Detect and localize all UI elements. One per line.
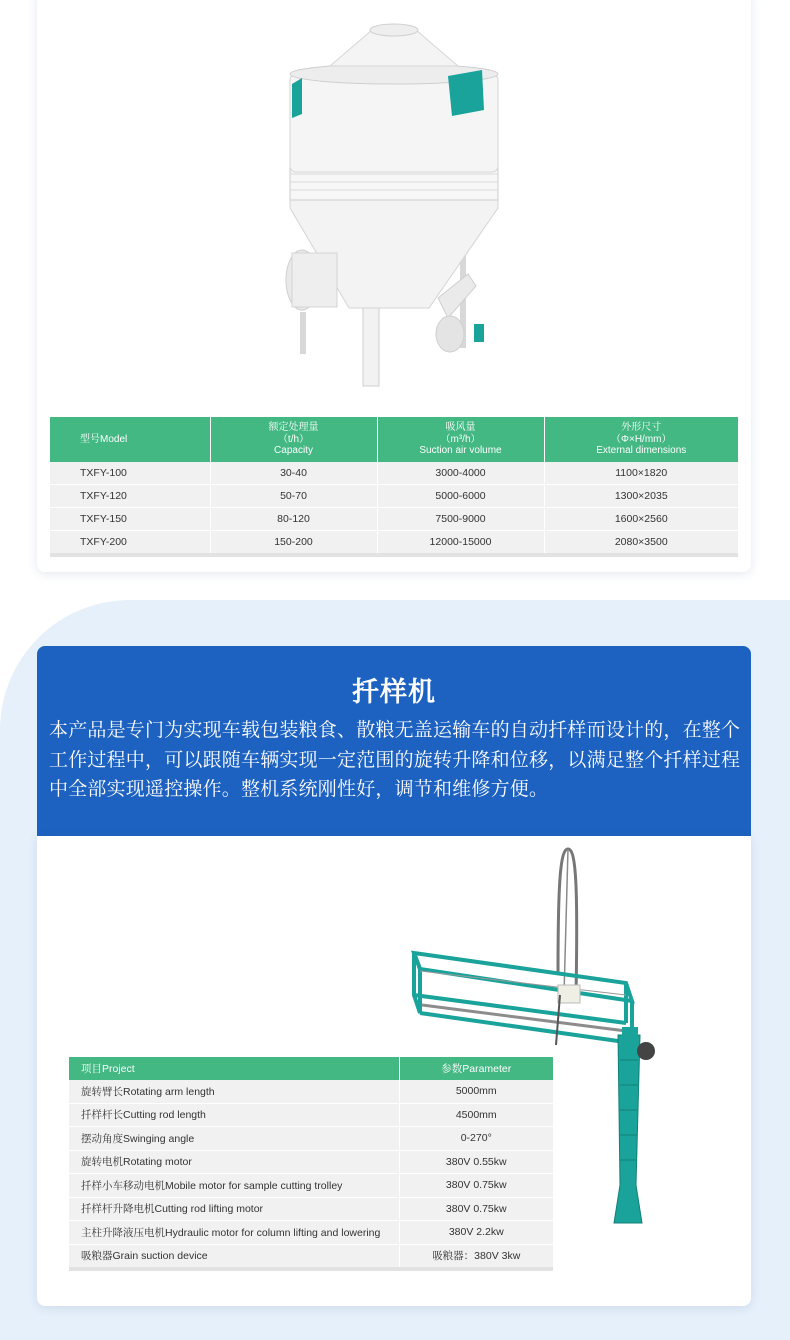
section-description: 本产品是专门为实现车载包装粮食、散粮无盖运输车的自动扦样而设计的，在整个工作过程中，可以跟随车辆实现一定范围的旋转升降和位移，以满足整个扦样过程中全部实现遥控操作。整机系统刚性好，调节和维修方便。 (49, 719, 741, 800)
section-title: 扦样机 (352, 677, 436, 708)
table-row (69, 1221, 553, 1245)
table-row (50, 508, 738, 531)
capacity-cell: 150-200 (210, 531, 377, 556)
parameter-cell: 5000mm (399, 1080, 553, 1103)
sampler-banner (37, 646, 751, 836)
dimension-cell: 1600×2560 (544, 508, 738, 531)
table-row (69, 1244, 553, 1269)
project-cell: 旋转电机Rotating motor (69, 1150, 399, 1174)
suction-cell: 5000-6000 (377, 485, 544, 508)
project-cell: 扦样小车移动电机Mobile motor for sample cutting trolley (69, 1174, 399, 1198)
parameter-cell: 0-270° (399, 1127, 553, 1151)
project-cell: 摆动角度Swinging angle (69, 1127, 399, 1151)
suction-cell: 7500-9000 (377, 508, 544, 531)
parameter-cell: 4500mm (399, 1103, 553, 1127)
table-row (69, 1127, 553, 1151)
table-row (69, 1103, 553, 1127)
model-cell: TXFY-100 (50, 462, 210, 485)
col-parameter: 参数Parameter (399, 1057, 553, 1080)
project-cell: 旋转臂长Rotating arm length (69, 1080, 399, 1103)
table-header-row (50, 417, 738, 462)
capacity-cell: 80-120 (210, 508, 377, 531)
project-cell: 吸粮器Grain suction device (69, 1244, 399, 1269)
dimension-cell: 2080×3500 (544, 531, 738, 556)
col-project: 项目Project (69, 1057, 399, 1080)
parameter-cell: 吸粮器：380V 3kw (399, 1244, 553, 1269)
model-cell: TXFY-120 (50, 485, 210, 508)
table-row (50, 485, 738, 508)
parameter-cell: 380V 0.75kw (399, 1197, 553, 1221)
suction-cell: 3000-4000 (377, 462, 544, 485)
parameter-cell: 380V 0.55kw (399, 1150, 553, 1174)
model-cell: TXFY-200 (50, 531, 210, 556)
dimension-cell: 1100×1820 (544, 462, 738, 485)
capacity-cell: 50-70 (210, 485, 377, 508)
cyclone-silo-image (262, 18, 502, 388)
table-row (69, 1197, 553, 1221)
dimension-cell: 1300×2035 (544, 485, 738, 508)
table-header-row (69, 1057, 553, 1080)
col-suction-air: 吸风量 （m³/h） Suction air volume (377, 417, 544, 462)
sampler-spec-table (69, 1057, 553, 1271)
table-row (69, 1080, 553, 1103)
col-capacity: 额定处理量 （t/h） Capacity (210, 417, 377, 462)
table-row (50, 462, 738, 485)
suction-cell: 12000-15000 (377, 531, 544, 556)
capacity-cell: 30-40 (210, 462, 377, 485)
silo-spec-table (50, 417, 738, 557)
col-dimensions: 外形尺寸 （Φ×H/mm） External dimensions (544, 417, 738, 462)
col-model: 型号Model (50, 417, 210, 462)
parameter-cell: 380V 0.75kw (399, 1174, 553, 1198)
table-row (69, 1150, 553, 1174)
project-cell: 扦样杆升降电机Cutting rod lifting motor (69, 1197, 399, 1221)
table-row (50, 531, 738, 556)
model-cell: TXFY-150 (50, 508, 210, 531)
table-row (69, 1174, 553, 1198)
project-cell: 主柱升降液压电机Hydraulic motor for column lifting and lowering (69, 1221, 399, 1245)
project-cell: 扦样杆长Cutting rod length (69, 1103, 399, 1127)
parameter-cell: 380V 2.2kw (399, 1221, 553, 1245)
